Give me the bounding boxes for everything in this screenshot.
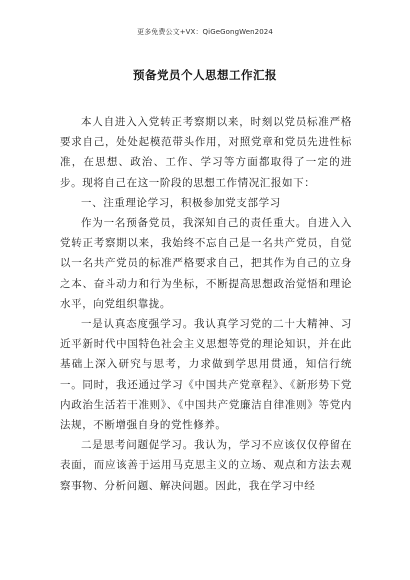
intro-paragraph: 本人自进入入党转正考察期以来，时刻以党员标准严格要求自己，处处起模范带头作用，对照党章和党员先进性标准，在思想、政治、工作、学习等方面都取得了一定的进步。现将自己在这一阶段的思想工作情况汇报如下： <box>60 116 352 189</box>
header-note: 更多免费公文+VX：QiGeGongWen2024 <box>137 28 273 36</box>
body-paragraph: 二是思考问题促学习。我认为，学习不应该仅仅停留在表面，而应该善于运用马克思主义的立场、观点和方法去观察事物、分析问题、解决问题。因此，我在学习中经 <box>60 439 352 492</box>
section-heading-1: 一、注重理论学习，积极参加党支部学习 <box>81 196 281 209</box>
body-paragraph: 作为一名预备党员，我深知自己的责任重大。自进入入党转正考察期以来，我始终不忘自己是一名共产党员，自觉以一名共产党员的标准严格要求自己，把其作为自己的立身之本、奋斗动力和行为坐标，不断提高思想政治觉悟和理论水平，向党组织靠拢。 <box>60 217 352 310</box>
document-body <box>60 112 352 496</box>
document-title: 预备党员个人思想工作汇报 <box>133 68 277 82</box>
body-paragraph: 一是认真态度强学习。我认真学习党的二十大精神、习近平新时代中国特色社会主义思想等党的理论知识，并在此基础上深入研究与思考，力求做到学思用贯通，知信行统一。同时，我还通过学习《中国共产党章程》、《新形势下党内政治生活若干准则》、《中国共产党廉洁自律准则》等党内法规，不断增强自身的党性修养。 <box>60 318 352 432</box>
